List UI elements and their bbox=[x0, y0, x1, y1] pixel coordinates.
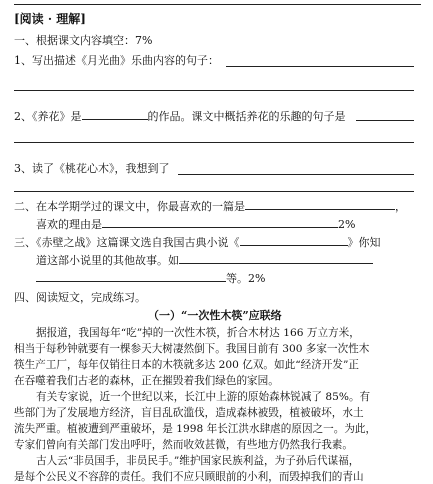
q3-label: 3、读了《桃花心木》，我想到了 bbox=[14, 162, 170, 175]
article-line: 流失严重。植被遭到严重破坏，是 1998 年长江洪水肆虐的原因之一。为此， bbox=[14, 423, 377, 435]
section1-heading: 一、根据课文内容填空：7% bbox=[14, 34, 153, 47]
q2-label bbox=[14, 108, 346, 124]
q2-label-b: 的作品。课文中概括养花的乐趣的句子是 bbox=[147, 110, 346, 123]
section2-question: 二、在本学期学过的课文中，你最喜欢的一篇是 bbox=[14, 200, 245, 213]
article-line: 古人云“非员国手，非员民手。”维护国家民族利益，为子孙后代谋福， bbox=[36, 455, 360, 467]
q3-answer-line-1[interactable] bbox=[178, 174, 414, 175]
q1-answer-line-1[interactable] bbox=[226, 66, 414, 67]
q1-label: 1、写出描述《月光曲》乐曲内容的句子： bbox=[14, 54, 219, 67]
novel-name-blank[interactable] bbox=[240, 234, 348, 246]
section2-line2 bbox=[36, 216, 355, 232]
section2-comma: ， bbox=[395, 200, 406, 213]
article-line: 专家们曾向有关部门发出呼吁，然而收效甚微，有些地方仍然我行我素。 bbox=[14, 439, 353, 451]
q2-answer-line-1[interactable] bbox=[356, 120, 414, 121]
article-line: 据报道，我国每年“吃”掉的一次性木筷，折合木材达 166 万立方米， bbox=[36, 327, 360, 339]
q1-answer-line-2[interactable] bbox=[14, 90, 414, 91]
section2-line1 bbox=[14, 198, 406, 214]
article-line: 是每个公民义不容辞的责任。我们不应只顾眼前的小利，而毁掉我们的青山 bbox=[14, 471, 364, 483]
section2-score: 2% bbox=[338, 218, 356, 231]
article-line: 在吞噬着我们古老的森林，正在摧毁着我们绿色的家园。 bbox=[14, 375, 279, 387]
article-line: 相当于每秒钟就要有一棵参天大树凄然倒下。我国目前有 300 多家一次性木 bbox=[14, 343, 370, 355]
story-blank-2[interactable] bbox=[36, 270, 226, 282]
section3-question-b: 》你知 bbox=[347, 236, 381, 249]
section4-heading: 四、阅读短文，完成练习。 bbox=[14, 291, 146, 304]
section3-line3 bbox=[36, 270, 265, 286]
story-blank-1[interactable] bbox=[179, 252, 373, 264]
q2-answer-line-2[interactable] bbox=[14, 142, 414, 143]
section3-question-a: 三、《赤壁之战》这篇课文选自我国古典小说《 bbox=[14, 236, 240, 249]
section3-line2 bbox=[36, 252, 373, 268]
q3-answer-line-2[interactable] bbox=[14, 191, 414, 192]
section3-line1 bbox=[14, 234, 381, 250]
article-line: 有关专家说，近一个世纪以来，长江中上游的原始森林锐减了 85%。有 bbox=[36, 391, 371, 403]
top-rule bbox=[14, 4, 421, 5]
section3-score: 等。2% bbox=[226, 272, 266, 285]
page-title: [阅读 · 理解] bbox=[14, 12, 86, 26]
section3-example-label: 道这部小说里的其他故事。如 bbox=[36, 254, 179, 267]
article-title: （一）“一次性木筷”应联络 bbox=[148, 309, 282, 322]
q2-author-blank[interactable] bbox=[82, 108, 148, 120]
article-line: 些部门为了发展地方经济，盲目乱砍滥伐，造成森林被毁，植被破坏，水土 bbox=[14, 407, 364, 419]
favorite-text-blank[interactable] bbox=[245, 198, 395, 210]
article-line: 筷生产工厂，每年仅销往日本的木筷就多达 200 亿双。如此“经济开发”正 bbox=[14, 359, 360, 371]
reason-label: 喜欢的理由是 bbox=[36, 218, 102, 231]
reason-blank[interactable] bbox=[102, 216, 338, 228]
q2-label-a: 2、《养花》是 bbox=[14, 110, 82, 123]
